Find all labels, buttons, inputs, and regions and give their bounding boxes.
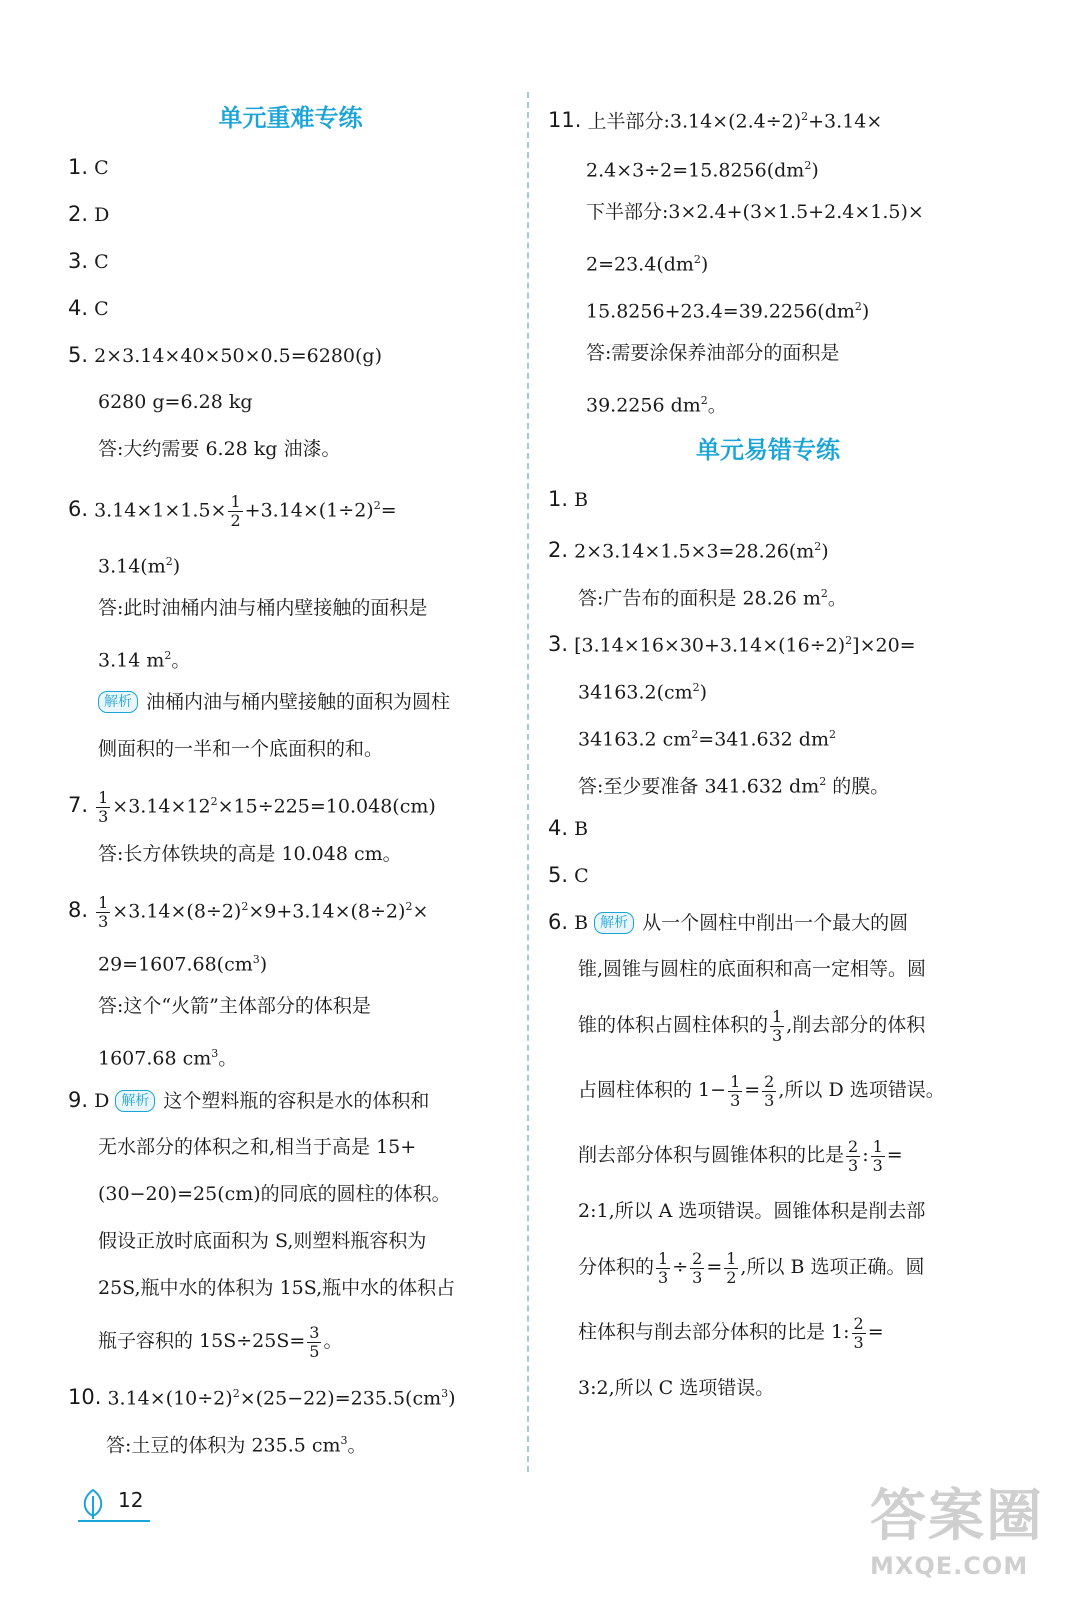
analysis-note-cont: 柱体积与削去部分体积的比是 1: $\frac{2}{3}$ = — [578, 1313, 884, 1352]
fraction: $\frac{3}{5}$ — [309, 1322, 320, 1361]
answer-8-answer-cont: 1607.68 $cm^3$。 — [98, 1047, 238, 1070]
answer-6: 6. 3.14×1×1.5× $\frac{1}{2}$ $+3.14\times(1\div 2)^2=$ — [68, 491, 397, 530]
analysis-note: 解析 油桶内油与桶内壁接触的面积为圆柱 — [68, 679, 513, 726]
answer-6: 6. B 解析 从一个圆柱中削出一个最大的圆 — [548, 910, 909, 934]
fraction: $\frac{2}{3}$ — [764, 1071, 775, 1110]
leaf-icon — [78, 1488, 108, 1520]
answer-2-answer: 答:广告布的面积是 28.26 $m^2$。 — [578, 587, 847, 610]
page-number: 12 — [118, 1488, 144, 1512]
answer-4: 4. C — [68, 296, 109, 320]
answer-8-answer: 答:这个“火箭”主体部分的体积是 — [98, 995, 371, 1017]
fraction: $\frac{1}{2}$ — [726, 1248, 737, 1287]
answer-8-result: $29=1607.68(cm^3)$ — [98, 953, 268, 976]
answer-6-answer: 答:此时油桶内油与桶内壁接触的面积是 — [98, 597, 428, 619]
answer-3-convert: 34163.2 $cm^2=341.632$ $dm^2$ — [578, 728, 836, 751]
answer-7: 7. $\frac{1}{3}$ $\times 3.14\times 12^2\times 15\div 225=10.048(cm)$ — [68, 787, 436, 826]
fraction: $\frac{2}{3}$ — [848, 1136, 859, 1175]
answer-3: 3. $[3.14\times 16\times 30+3.14\times(16\div 2)^2]\times 20=$ — [548, 632, 916, 657]
answer-11-answer: 答:需要涂保养油部分的面积是 — [586, 342, 840, 364]
analysis-tag: 解析 — [115, 1090, 155, 1112]
right-column — [548, 92, 988, 1412]
answer-9: 9. D 解析 这个塑料瓶的容积是水的体积和 — [68, 1088, 430, 1112]
section-heading: 单元易错专练 — [696, 436, 840, 464]
answer-11-line: 下半部分:3×2.4+(3×1.5+2.4×1.5)× — [586, 201, 924, 223]
watermark-logo: 答案圈 — [870, 1484, 1044, 1549]
answer-10: 10. $3.14\times(10\div 2)^2\times(25-22)=235.5(cm^3)$ — [68, 1385, 456, 1410]
answer-1: 1. B — [548, 487, 589, 511]
analysis-note-cont: 占圆柱体积的 1− $\frac{1}{3}$ = $\frac{2}{3}$ ,所以 D 选项错误。 — [578, 1071, 945, 1110]
answer-3-answer: 答:至少要准备 341.632 $dm^2$ 的膜。 — [578, 775, 890, 798]
analysis-note-cont: 锥的体积占圆柱体积的 $\frac{1}{3}$ ,削去部分的体积 — [578, 1006, 926, 1045]
answer-5-line: 6280 g=6.28 kg — [98, 391, 253, 413]
answer-11-answer-cont: 39.2256 $dm^2$。 — [586, 394, 727, 417]
fraction: $\frac{1}{3}$ — [98, 892, 109, 931]
fraction: $\frac{1}{3}$ — [98, 787, 109, 826]
answer-1: 1. C — [68, 155, 109, 179]
analysis-note-cont: 3:2,所以 C 选项错误。 — [578, 1377, 775, 1399]
column-divider — [527, 92, 529, 1472]
analysis-note-cont: 削去部分体积与圆锥体积的比是 $\frac{2}{3}$ : $\frac{1}{3}$ = — [578, 1136, 903, 1175]
analysis-note-cont: (30−20)=25(cm)的同底的圆柱的体积。 — [98, 1183, 451, 1205]
analysis-note-cont: 瓶子容积的 15S÷25S= $\frac{3}{5}$ 。 — [98, 1322, 343, 1361]
fraction: $\frac{1}{2}$ — [230, 491, 241, 530]
analysis-note-cont: 无水部分的体积之和,相当于高是 15+ — [98, 1136, 417, 1158]
answer-10-answer: 答:土豆的体积为 235.5 $cm^3$。 — [106, 1434, 367, 1457]
fraction: $\frac{1}{3}$ — [872, 1136, 883, 1175]
analysis-note-cont: 2:1,所以 A 选项错误。圆锥体积是削去部 — [578, 1200, 926, 1222]
analysis-note-cont: 25S,瓶中水的体积为 15S,瓶中水的体积占 — [98, 1277, 456, 1299]
fraction: $\frac{1}{3}$ — [658, 1248, 669, 1287]
answer-11: 11. 上半部分$:3.14\times(2.4\div 2)^2+3.14\times$ — [548, 108, 883, 133]
answer-5: 5. C — [548, 863, 589, 887]
answer-4: 4. B — [548, 816, 589, 840]
answer-5-answer: 答:大约需要 6.28 kg 油漆。 — [98, 438, 341, 460]
answer-11-line: $2.4\times 3\div 2=15.8256(dm^2)$ — [586, 159, 819, 182]
answer-6-result: $3.14(m^2)$ — [98, 555, 181, 578]
watermark-url: MXQE.COM — [870, 1552, 1029, 1580]
fraction: $\frac{2}{3}$ — [692, 1248, 703, 1287]
section-heading: 单元重难专练 — [218, 104, 363, 132]
left-column — [68, 92, 513, 1464]
analysis-note-cont: 假设正放时底面积为 S,则塑料瓶容积为 — [98, 1230, 427, 1252]
answer-2: 2. D — [68, 202, 110, 226]
answer-8: 8. $\frac{1}{3}$ $\times 3.14\times(8\div 2)^2\times 9+3.14\times(8\div 2)^2\times$ — [68, 892, 429, 931]
analysis-note-cont: 锥,圆锥与圆柱的底面积和高一定相等。圆 — [578, 958, 927, 980]
analysis-note-cont: 分体积的 $\frac{1}{3}$ ÷ $\frac{2}{3}$ = $\frac{1}{2}$ ,所以 B 选项正确。圆 — [578, 1248, 925, 1287]
answer-3: 3. C — [68, 249, 109, 273]
answer-11-line: $15.8256+23.4=39.2256(dm^2)$ — [586, 300, 870, 323]
analysis-note-cont: 侧面积的一半和一个底面积的和。 — [98, 738, 384, 760]
analysis-tag: 解析 — [98, 691, 138, 713]
analysis-tag: 解析 — [594, 912, 634, 934]
answer-11-line: $2=23.4(dm^2)$ — [586, 253, 709, 276]
answer-6-answer-cont: 3.14 $m^2$。 — [98, 649, 191, 672]
answer-2: 2. $2\times 3.14\times 1.5\times 3=28.26(m^2)$ — [548, 538, 829, 563]
answer-5: 5. 2×3.14×40×50×0.5=6280(g) — [68, 343, 382, 367]
fraction: $\frac{1}{3}$ — [772, 1006, 783, 1045]
page-footer — [78, 1486, 150, 1522]
fraction: $\frac{2}{3}$ — [853, 1313, 864, 1352]
watermark — [870, 1482, 1050, 1592]
fraction: $\frac{1}{3}$ — [730, 1071, 741, 1110]
answer-7-answer: 答:长方体铁块的高是 10.048 cm。 — [98, 843, 402, 865]
answer-3-result: $34163.2(cm^2)$ — [578, 681, 708, 704]
